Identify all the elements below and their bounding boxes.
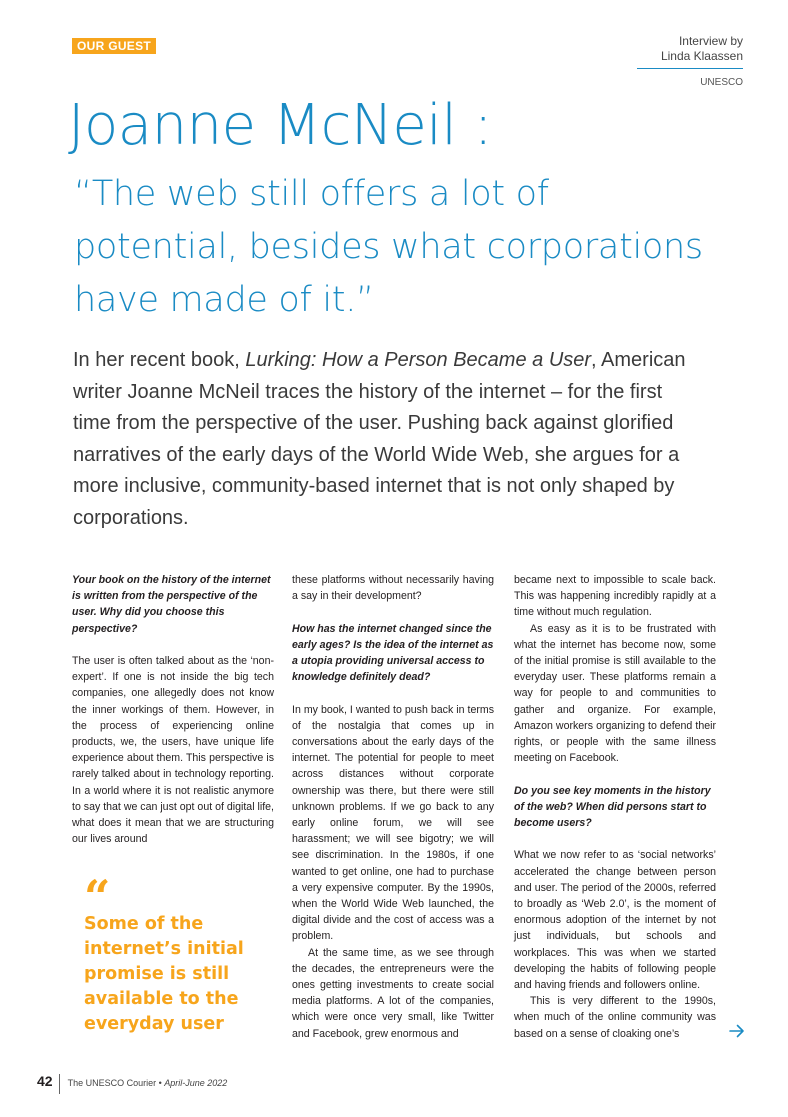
pull-quote	[84, 870, 284, 1037]
lead-text-start: In her recent book,	[73, 349, 246, 371]
credit-org: UNESCO	[700, 77, 743, 88]
answer-2-paragraph-2: At the same time, as we see through the decades, the entrepreneurs were the ones getting investments to create social media platforms. A lot of the companies, which were once very small, like Twitter and Facebook, grew enormous and	[292, 946, 494, 1040]
article-subtitle: “The web still offers a lot of potential, besides what corporations have made of it.”	[74, 174, 703, 320]
column-1	[72, 572, 274, 847]
answer-2-continued: became next to impossible to scale back. This was happening incredibly rapidly at a time without much regulation.	[514, 574, 716, 619]
answer-1: The user is often talked about as the ‘non-expert’. If one is not inside the big tech companies, one allegedly does not know the inner workings of them. However, in the process of experiencing online products, we, the users, have unique life experience about them. This perspective is rarely talked about in technology reporting. In a world where it is not realistic anymore to say that we can just opt out of digital life, what does it mean that we are structuring our lives around	[72, 655, 274, 846]
credit-divider	[637, 68, 743, 69]
credit-name: Linda Klaassen	[660, 49, 743, 63]
section-tag: OUR GUEST	[72, 38, 156, 54]
credit-label: Interview by	[678, 34, 743, 48]
interview-credit	[637, 34, 743, 90]
pull-quote-text: Some of the internet’s initial promise is still available to the everyday user	[84, 914, 244, 1034]
answer-3-paragraph-1: What we now refer to as ‘social networks’ accelerated the change between person and user. The period of the 2000s, referred to broadly as ‘Web 2.0’, is the moment of enormous adoption of the internet by not just individuals, but schools and workplaces. This was when we started developing the habits of following people and having friends and followers online.	[514, 849, 716, 992]
arrow-right-icon[interactable]	[728, 1022, 746, 1040]
article-lead	[73, 345, 693, 534]
lead-book-title: Lurking: How a Person Became a User	[245, 349, 592, 371]
article-title: Joanne McNeil :	[68, 93, 493, 158]
question-3: Do you see key moments in the history of the web? When did persons start to become users?	[514, 784, 711, 830]
column-2	[292, 572, 494, 1042]
question-1: Your book on the history of the internet is written from the perspective of the user. Why did you choose this perspective?	[72, 574, 271, 635]
column-3	[514, 572, 716, 1042]
answer-2-paragraph-1: In my book, I wanted to push back in terms of the nostalgia that comes up in conversations about the early days of the internet. The potential for people to meet across distances without corporate ownership was there, but there were still unknown problems. If we go back to any early online forum, we will see harassment; we will see bigotry; we will see discrimination. In the 1980s, if one wanted to get online, one had to purchase a very expensive computer. By the 1990s, when the World Wide Web launched, the digital divide and the cost of access was a problem.	[292, 703, 494, 943]
answer-1-continued: these platforms without necessarily having a say in their development?	[292, 574, 494, 603]
quote-mark-icon: “	[84, 870, 111, 924]
answer-2-paragraph-3: As easy as it is to be frustrated with what the internet has become now, some of the initial promise is still available to the everyday user. These platforms remain a way for people to and communities to gather and organize. For example, Amazon workers organizing to defend their rights, or people with the same illness meeting on Facebook.	[514, 622, 716, 765]
page-number: 42	[37, 1073, 53, 1089]
footer-divider	[59, 1074, 60, 1094]
publication-name: The UNESCO Courier •	[67, 1078, 165, 1088]
answer-3-paragraph-2: This is very different to the 1990s, when much of the online community was based on a sense of cloaking one’s	[514, 995, 716, 1040]
question-2: How has the internet changed since the early ages? Is the idea of the internet as a utopia providing universal access to knowledge definitely dead?	[292, 622, 494, 684]
page-footer	[37, 1071, 227, 1091]
lead-text-end: , American writer Joanne McNeil traces the history of the internet – for the first time from the perspective of the user. Pushing back against glorified narratives of the early days of the World Wide Web, she argues for a more inclusive, community-based internet that is not only shaped by corporations.	[73, 349, 686, 529]
issue-date: April-June 2022	[164, 1078, 228, 1088]
